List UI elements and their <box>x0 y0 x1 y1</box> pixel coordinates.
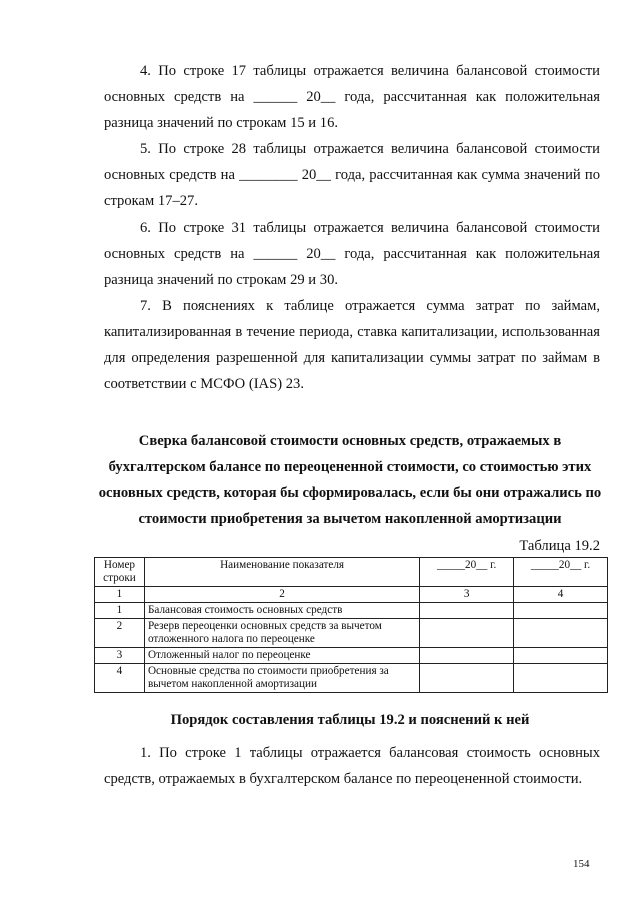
row-value-1 <box>420 619 514 648</box>
paragraph-4: 4. По строке 17 таблицы отражается величина балансовой стоимости основных средств на ______ 20__ года, рассчитанная как положительная разница значений по строкам 15 и 16. <box>104 63 600 131</box>
reconciliation-table <box>94 557 608 693</box>
header-row-number: Номер строки <box>95 558 145 587</box>
paragraph-5: 5. По строке 28 таблицы отражается величина балансовой стоимости основных средств на ________ 20__ года, рассчитанная как сумма значений по строкам 17–27. <box>104 141 600 209</box>
row-number: 2 <box>95 619 145 648</box>
header-year-2: _____20__ г. <box>514 558 608 587</box>
row-value-2 <box>514 664 608 693</box>
row-name: Балансовая стоимость основных средств <box>144 603 419 619</box>
paragraph-6: 6. По строке 31 таблицы отражается величина балансовой стоимости основных средств на ______ 20__ года, рассчитанная как положительная разница значений по строкам 29 и 30. <box>104 220 600 288</box>
page-number: 154 <box>573 858 590 870</box>
table-row <box>95 648 608 664</box>
row-value-1 <box>420 664 514 693</box>
column-number: 2 <box>144 587 419 603</box>
row-value-2 <box>514 648 608 664</box>
row-number: 1 <box>95 603 145 619</box>
table-row <box>95 664 608 693</box>
row-value-2 <box>514 619 608 648</box>
table-caption: Таблица 19.2 <box>519 538 600 554</box>
row-value-1 <box>420 603 514 619</box>
column-number: 4 <box>514 587 608 603</box>
sub-heading: Порядок составления таблицы 19.2 и пояснений к ней <box>170 712 530 728</box>
section-heading: Сверка балансовой стоимости основных средств, отражаемых в бухгалтерском балансе по переоцененной стоимости, со стоимостью этих основных средств, которая бы сформировалась, если бы они отражались по стоимости приобретения за вычетом накопленной амортизации <box>98 433 602 527</box>
row-value-1 <box>420 648 514 664</box>
row-number: 4 <box>95 664 145 693</box>
column-number: 3 <box>420 587 514 603</box>
paragraph-7: 7. В пояснениях к таблице отражается сумма затрат по займам, капитализированная в течение периода, ставка капитализации, использованная для определения разрешенной для капитализации суммы затрат по займам в соответствии с МСФО (IAS) 23. <box>104 298 600 392</box>
row-number: 3 <box>95 648 145 664</box>
row-value-2 <box>514 603 608 619</box>
paragraph-1: 1. По строке 1 таблицы отражается балансовая стоимость основных средств, отражаемых в бухгалтерском балансе по переоцененной стоимости. <box>104 745 600 787</box>
header-year-1: _____20__ г. <box>420 558 514 587</box>
column-number: 1 <box>95 587 145 603</box>
table-row <box>95 603 608 619</box>
header-indicator-name: Наименование показателя <box>144 558 419 587</box>
table-header-row <box>95 558 608 587</box>
row-name: Отложенный налог по переоценке <box>144 648 419 664</box>
row-name: Основные средства по стоимости приобретения за вычетом накопленной амортизации <box>144 664 419 693</box>
row-name: Резерв переоценки основных средств за вычетом отложенного налога по переоценке <box>144 619 419 648</box>
column-number-row <box>95 587 608 603</box>
table-row <box>95 619 608 648</box>
